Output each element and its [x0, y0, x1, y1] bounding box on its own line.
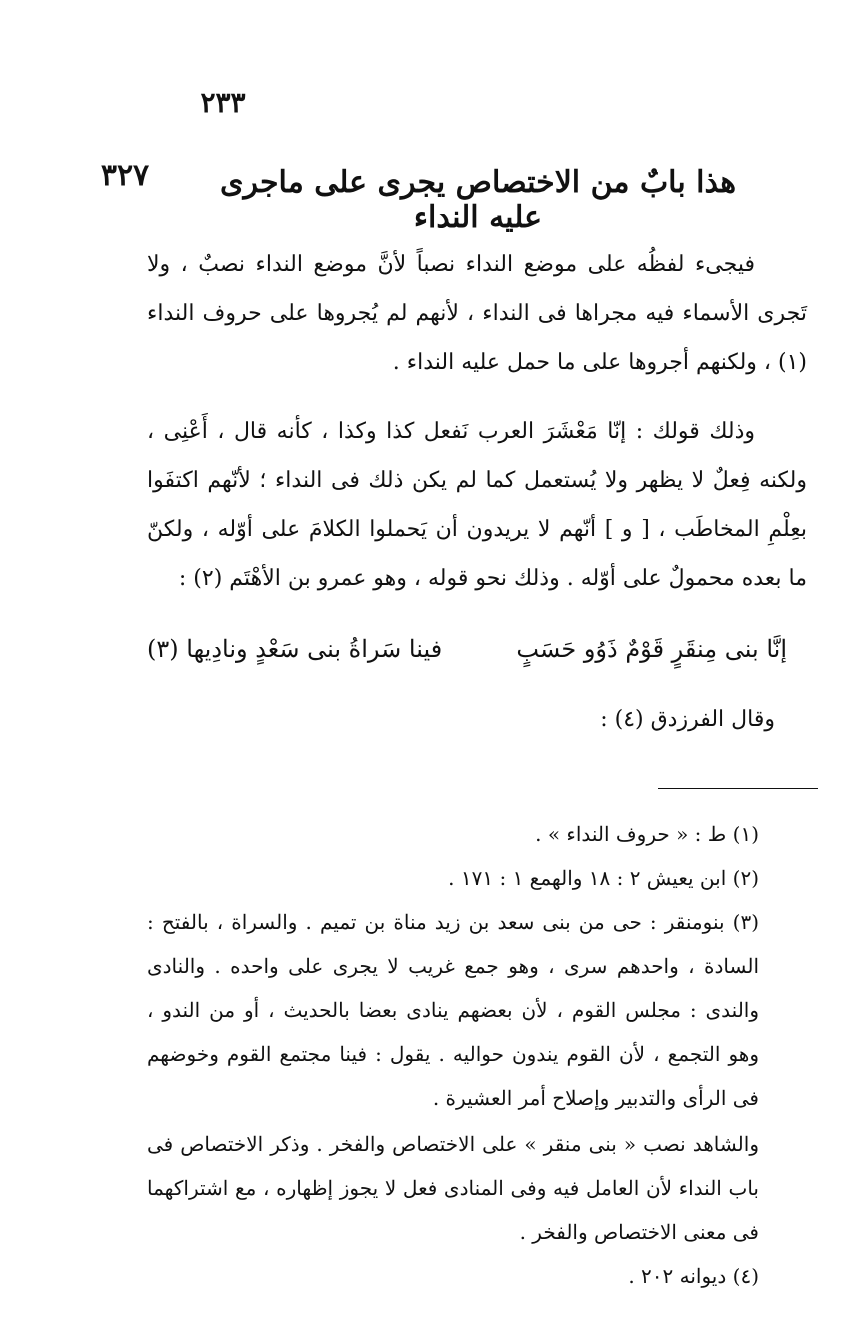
marginal-page-number: ٣٢٧ — [100, 158, 150, 193]
verse-intro-line: وقال الفرزدق (٤) : — [600, 707, 775, 732]
footnote: (١) ط : « حروف النداء » . — [535, 822, 759, 846]
footnote: (٤) ديوانه ٢٠٢ . — [628, 1264, 759, 1288]
verse-first-hemistich: إنَّا بنى مِنقَرٍ قَوْمٌ ذَوُو حَسَبٍ — [516, 635, 787, 663]
chapter-title: هذا بابٌ من الاختصاص يجرى على ماجرى عليه النداء — [219, 165, 737, 235]
page-number: ٢٣٣ — [200, 86, 246, 119]
verse-second-hemistich: فينا سَراةُ بنى سَعْدٍ ونادِيها (٣) — [147, 635, 443, 663]
poetry-verse — [147, 635, 787, 663]
footnote: (٣) بنومنقر : حى من بنى سعد بن زيد مناة بن تميم . والسراة ، بالفتح : السادة ، واحدهم سرى ، وهو جمع غريب لا يجرى على واحده . والنادى والندى : مجلس القوم ، لأن بعضهم ينادى بعضا بالحديث ، أو من الندو ، وهو التجمع ، لأن القوم يندون حواليه . يقول : فينا مجتمع القوم وخوضهم فى الرأى والتدبير وإصلاح أمر العشيرة . — [147, 910, 759, 1110]
footnote: (٢) ابن يعيش ٢ : ١٨ والهمع ١ : ١٧١ . — [448, 866, 759, 890]
footnote-continuation: والشاهد نصب « بنى منقر » على الاختصاص والفخر . وذكر الاختصاص فى باب النداء لأن العامل فيه وفى المنادى فعل لا يجوز إظهاره ، مع اشتراكهما فى معنى الاختصاص والفخر . — [147, 1132, 759, 1244]
paragraph: فيجىء لفظُه على موضع النداء نصباً لأنَّ موضع النداء نصبٌ ، ولا تَجرى الأسماء فيه مجراها فى النداء ، لأنهم لم يُجروها على حروف النداء (١) ، ولكنهم أجروها على ما حمل عليه النداء . — [147, 252, 807, 375]
footnote-separator — [658, 788, 818, 789]
footnotes — [147, 812, 807, 1298]
paragraph: وذلك قولك : إنّا مَعْشَرَ العرب نَفعل كذا وكذا ، كأنه قال ، أَعْنِى ، ولكنه فِعلٌ لا يظهر ولا يُستعمل كما لم يكن ذلك فى النداء ؛ لأنّهم اكتفَوا بعِلْمِ المخاطَب ، [ و ] أنّهم لا يريدون أن يَحملوا الكلامَ على أوّله ، ولكنّ ما بعده محمولٌ على أوّله . وذلك نحو قوله ، وهو عمرو بن الأهْتَم (٢) : — [147, 419, 807, 591]
main-text — [147, 240, 807, 623]
